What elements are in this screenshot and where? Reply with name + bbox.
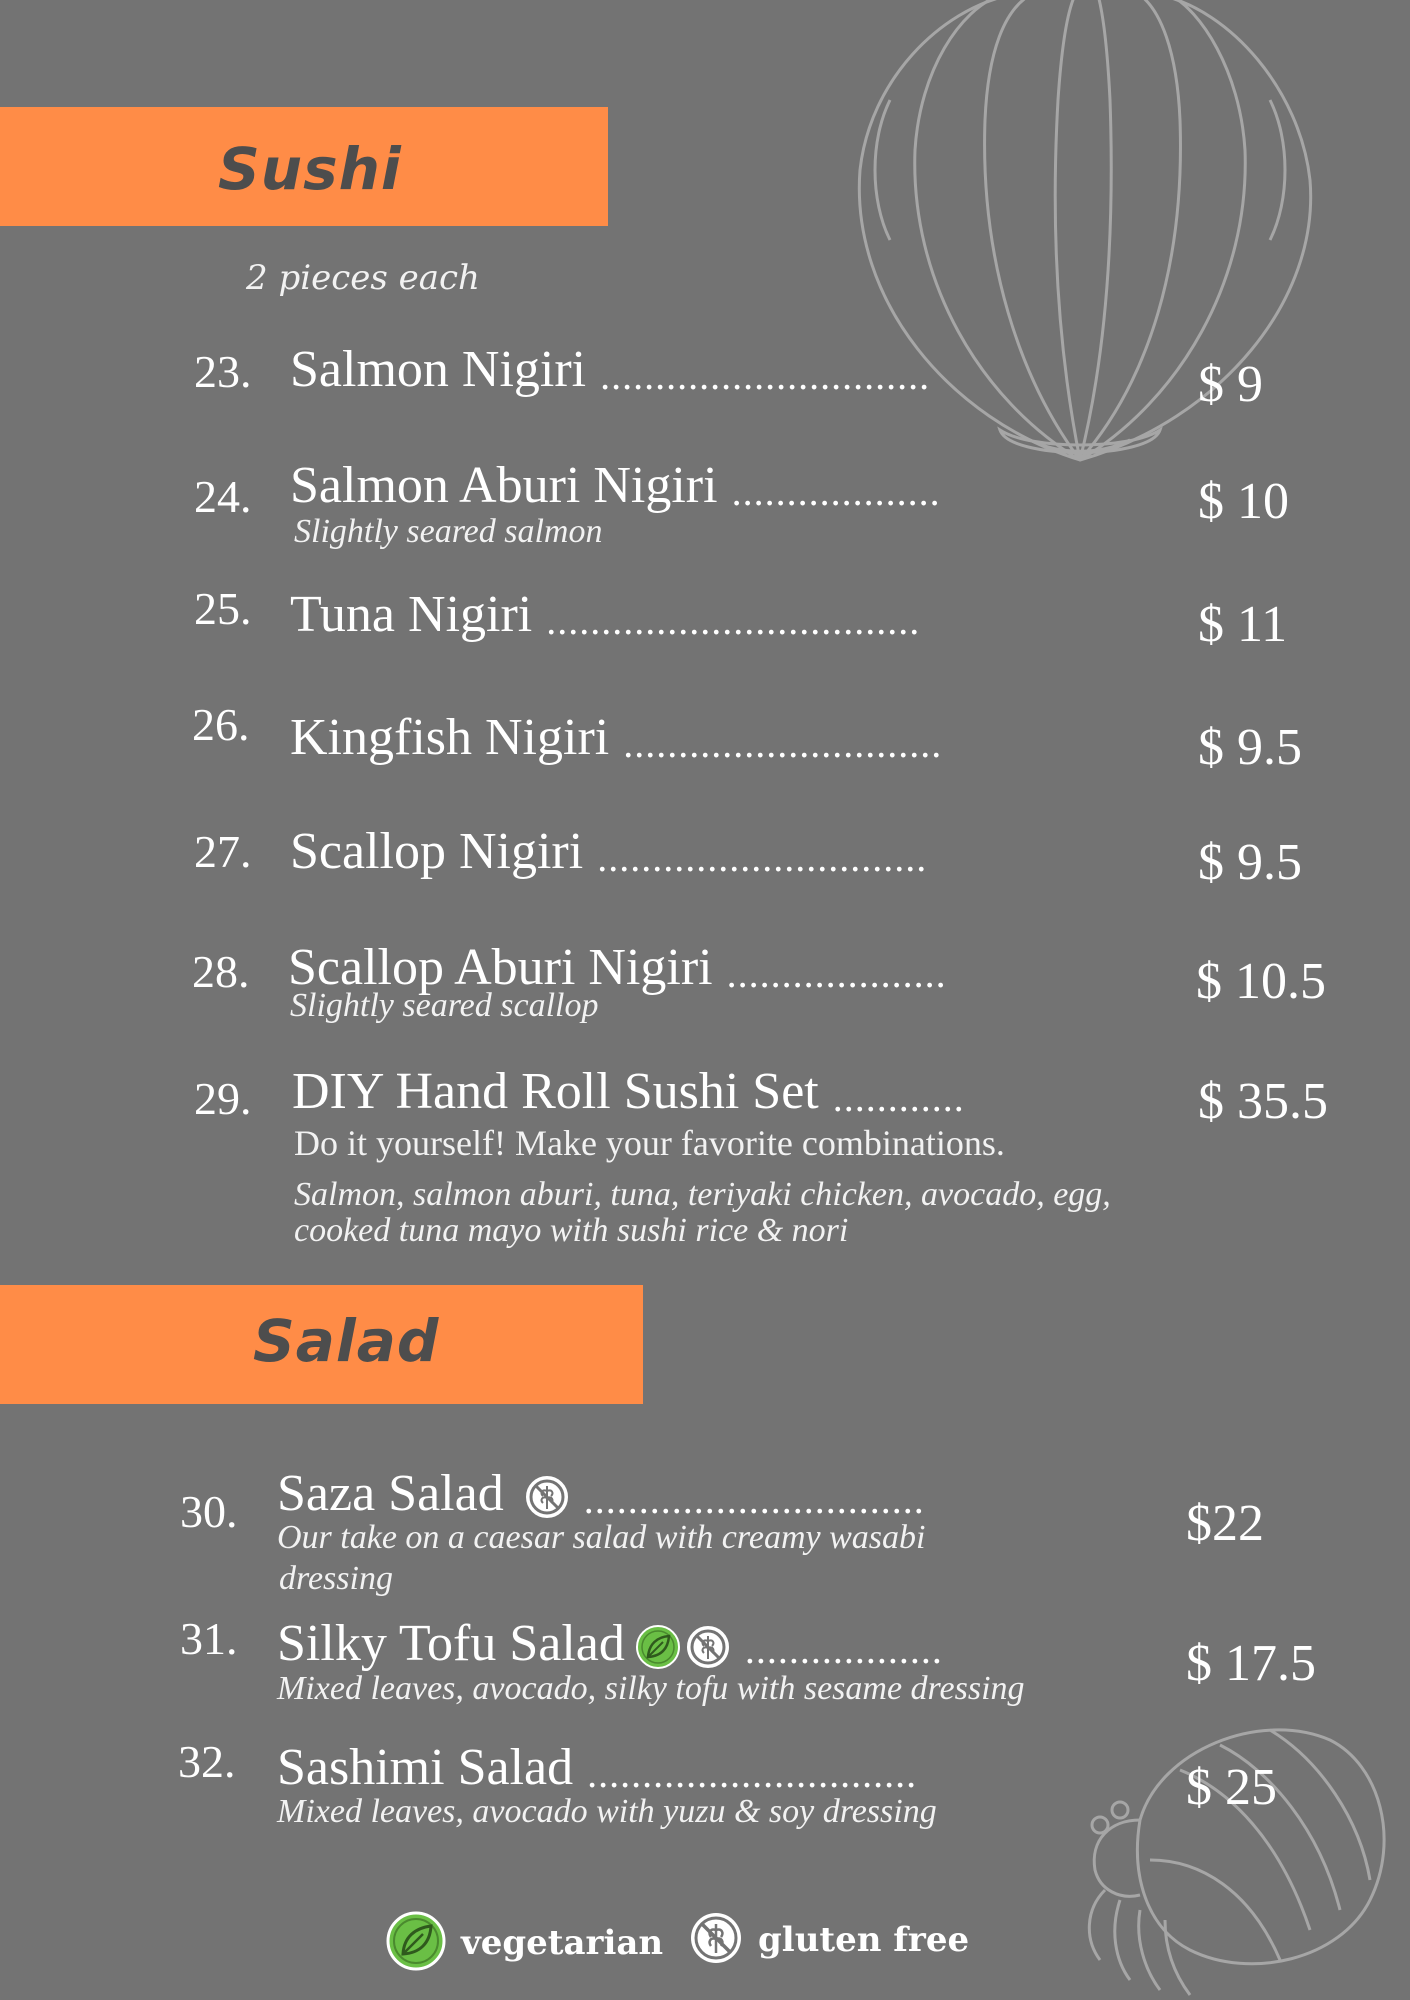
vegetarian-icon	[635, 1624, 681, 1670]
item-description: Slightly seared scallop	[290, 987, 599, 1024]
item-price: $22	[1186, 1495, 1264, 1552]
item-price: $ 10.5	[1196, 953, 1326, 1010]
sushi-section-banner	[0, 107, 608, 226]
item-name: DIY Hand Roll Sushi Set	[292, 1063, 819, 1120]
item-description: Our take on a caesar salad with creamy wasabi	[277, 1519, 926, 1556]
item-description-line-2: cooked tuna mayo with sushi rice & nori	[294, 1212, 849, 1249]
item-name: Scallop Aburi Nigiri	[288, 939, 713, 996]
item-number: 28.	[192, 946, 250, 997]
item-number: 30.	[180, 1486, 238, 1537]
item-leader-dots: .............................	[623, 721, 943, 766]
item-number: 29.	[194, 1073, 252, 1124]
item-leader-dots: ..............................	[587, 1751, 918, 1796]
hermit-crab-illustration	[1080, 1710, 1410, 2000]
item-leader-dots: ....................	[726, 951, 947, 996]
item-leader-dots: ..............................	[600, 353, 931, 398]
item-name: Sashimi Salad	[277, 1739, 574, 1796]
item-description: Salmon, salmon aburi, tuna, teriyaki chicken, avocado, egg,	[294, 1176, 1111, 1213]
salad-section-title: Salad	[253, 1307, 440, 1375]
legend-gluten-free	[688, 1910, 969, 1970]
item-price: $ 35.5	[1198, 1073, 1328, 1130]
item-name-row	[292, 1063, 965, 1120]
item-price: $ 9	[1198, 356, 1263, 413]
item-number: 24.	[194, 471, 252, 522]
legend-gluten-free-label: gluten free	[758, 1920, 970, 1960]
item-name-row	[290, 709, 943, 766]
item-name: Salmon Aburi Nigiri	[290, 457, 718, 514]
item-name: Scallop Nigiri	[290, 823, 584, 880]
item-name-row	[277, 1465, 925, 1522]
gluten-free-icon	[688, 1910, 744, 1970]
item-number: 23.	[194, 346, 252, 397]
item-name-row	[290, 586, 921, 643]
sushi-section-title: Sushi	[218, 135, 402, 203]
item-leader-dots: ...............................	[583, 1477, 925, 1522]
salad-section-banner	[0, 1285, 643, 1404]
item-leader-dots: ............	[832, 1075, 965, 1120]
item-name-row	[290, 823, 928, 880]
gluten-free-icon	[685, 1624, 731, 1670]
item-name-row	[277, 1615, 943, 1672]
item-price: $ 10	[1198, 473, 1289, 530]
item-tagline: Do it yourself! Make your favorite combinations.	[294, 1123, 1005, 1163]
item-price: $ 11	[1198, 596, 1288, 653]
item-number: 25.	[194, 583, 252, 634]
item-price: $ 25	[1186, 1759, 1277, 1816]
item-name: Tuna Nigiri	[290, 586, 533, 643]
item-description: Slightly seared salmon	[294, 513, 603, 550]
item-leader-dots: ..................	[744, 1627, 943, 1672]
item-name-row	[290, 341, 931, 398]
legend-vegetarian	[385, 1910, 663, 1976]
item-name: Saza Salad	[277, 1465, 504, 1522]
item-description: Mixed leaves, avocado with yuzu & soy dressing	[277, 1793, 937, 1830]
item-description-line-2: dressing	[279, 1560, 393, 1597]
sushi-note: 2 pieces each	[246, 258, 480, 298]
item-price: $ 17.5	[1186, 1635, 1316, 1692]
item-leader-dots: ..............................	[597, 835, 928, 880]
item-price: $ 9.5	[1198, 834, 1302, 891]
item-price: $ 9.5	[1198, 719, 1302, 776]
item-number: 26.	[192, 699, 250, 750]
legend-vegetarian-label: vegetarian	[461, 1923, 664, 1963]
item-number: 27.	[194, 826, 252, 877]
item-description: Mixed leaves, avocado, silky tofu with sesame dressing	[277, 1670, 1025, 1707]
item-name-row	[290, 457, 941, 514]
item-number: 31.	[180, 1613, 238, 1664]
item-name: Silky Tofu Salad	[277, 1615, 625, 1672]
vegetarian-icon	[385, 1910, 447, 1976]
gluten-free-icon	[524, 1474, 570, 1520]
item-leader-dots: ..................................	[546, 598, 921, 643]
item-name: Salmon Nigiri	[290, 341, 587, 398]
item-name-row	[277, 1739, 918, 1796]
item-leader-dots: ...................	[731, 469, 941, 514]
item-name: Kingfish Nigiri	[290, 709, 610, 766]
item-number: 32.	[178, 1736, 236, 1787]
